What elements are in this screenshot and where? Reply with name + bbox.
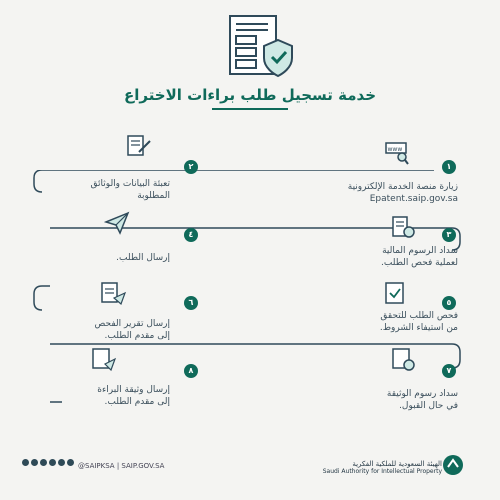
paper-plane-icon — [104, 210, 130, 236]
certificate-payment-icon — [390, 346, 416, 372]
snapchat-icon[interactable] — [67, 459, 74, 466]
www-search-icon — [384, 140, 410, 166]
org-name: الهيئة السعودية للملكية الفكرية Saudi Authority for Intellectual Property — [322, 460, 442, 475]
step-7-number: ٧ — [442, 364, 456, 378]
step-5-text: فحص الطلب للتحقق من استيفاء الشروط. — [379, 311, 458, 333]
step-2-text: تعبئة البيانات والوثائق المطلوبة — [90, 179, 170, 201]
title-underline — [212, 108, 288, 110]
step-5-number: ٥ — [442, 296, 456, 310]
step-8-number: ٨ — [184, 364, 198, 378]
step-3-text: سداد الرسوم المالية لعملية فحص الطلب. — [381, 246, 458, 268]
document-shield-icon — [222, 12, 302, 80]
step-2-number: ٢ — [184, 160, 198, 174]
social-icons — [22, 459, 74, 466]
report-send-icon — [100, 280, 126, 306]
step-3-number: ٣ — [442, 228, 456, 242]
youtube-icon[interactable] — [49, 459, 56, 466]
step-6-number: ٦ — [184, 296, 198, 310]
step-8-text: إرسال وثيقة البراءة إلى مقدم الطلب. — [97, 385, 170, 407]
step-7-text: سداد رسوم الوثيقة في حال القبول. — [386, 389, 458, 411]
instagram-icon[interactable] — [40, 459, 47, 466]
form-pen-icon — [126, 132, 152, 158]
facebook-icon[interactable] — [58, 459, 65, 466]
step-1-text: زيارة منصة الخدمة الإلكترونية Epatent.saip.gov.sa — [347, 182, 458, 204]
saip-logo-icon — [442, 454, 464, 476]
step-1-number: ١ — [442, 160, 456, 174]
page-title: خدمة تسجيل طلب براءات الاختراع — [123, 86, 377, 104]
twitter-icon[interactable] — [31, 459, 38, 466]
svg-text:www: www — [387, 146, 403, 153]
social-handle: @SAIPKSA | SAIP.GOV.SA — [78, 462, 165, 470]
invoice-payment-icon — [390, 214, 416, 240]
step-6-text: إرسال تقرير الفحص إلى مقدم الطلب. — [94, 319, 170, 341]
step-4-number: ٤ — [184, 228, 198, 242]
certificate-send-icon — [90, 346, 116, 372]
step-4-text: إرسال الطلب. — [116, 253, 170, 263]
document-check-icon — [382, 280, 408, 306]
linkedin-icon[interactable] — [22, 459, 29, 466]
